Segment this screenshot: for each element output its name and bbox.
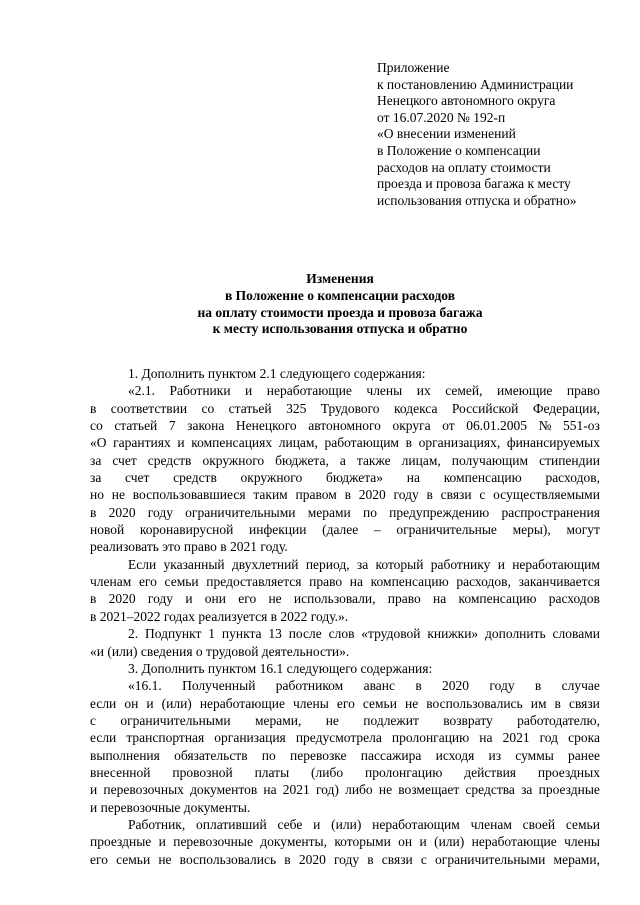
word: кодекса xyxy=(393,400,438,416)
word: осуществляемыми xyxy=(493,487,600,503)
body-line: в 2021–2022 годах реализуется в 2022 году.». xyxy=(90,608,349,624)
word: в xyxy=(367,851,374,867)
word: на xyxy=(479,730,493,746)
word: они xyxy=(204,591,226,607)
word: он xyxy=(124,695,139,711)
word: проездных xyxy=(537,764,600,780)
word: также xyxy=(356,452,391,468)
word: подлежит xyxy=(363,712,419,728)
body-line: 1. Дополнить пунктом 2.1 следующего содержания: xyxy=(128,366,426,381)
appendix-line: проезда и провоза багажа к месту xyxy=(377,176,571,192)
body-line xyxy=(90,729,600,746)
word: получающим xyxy=(451,452,529,468)
word: словами xyxy=(552,626,600,642)
word: его xyxy=(90,851,108,867)
word: пассажира xyxy=(360,747,422,763)
word: работодателю, xyxy=(517,712,600,728)
word: на xyxy=(406,470,420,486)
word: Российской xyxy=(451,400,519,416)
word: и xyxy=(245,383,253,399)
word: которыми xyxy=(334,834,391,850)
word: предупреждению xyxy=(389,504,490,520)
body-line xyxy=(90,816,600,833)
word: семьи xyxy=(116,851,151,867)
word: 2020 xyxy=(298,851,326,867)
word: стипендии xyxy=(539,452,600,468)
word: в xyxy=(90,591,97,607)
body-line xyxy=(90,452,600,469)
word: организациях, xyxy=(418,435,501,451)
word: его xyxy=(238,591,257,607)
appendix-line: Приложение xyxy=(377,60,450,75)
word: компенсацию xyxy=(370,574,449,590)
word: 2021 xyxy=(502,730,530,746)
word: обязательств xyxy=(174,747,248,763)
word: (или) xyxy=(434,834,465,850)
word: в xyxy=(90,504,97,520)
word: 7 xyxy=(168,418,176,434)
title-line: на оплату стоимости проезда и провоза багажа xyxy=(197,304,483,320)
word: расходов xyxy=(548,591,600,607)
word: «2.1. xyxy=(128,383,155,399)
body-line xyxy=(90,556,600,573)
word: семьи xyxy=(565,816,600,832)
word: в xyxy=(405,435,412,451)
word: члены xyxy=(366,383,403,399)
word: пролонгацию xyxy=(391,730,470,746)
word: бюджета, xyxy=(275,452,329,468)
body-line xyxy=(90,781,600,798)
word: ограничительными xyxy=(185,504,296,520)
word: либо xyxy=(345,782,373,798)
word: перевозке xyxy=(289,747,347,763)
word: компенсациях xyxy=(191,435,273,451)
body-line: и перевозочные документы. xyxy=(90,799,251,815)
word: не xyxy=(158,851,172,867)
appendix-header xyxy=(377,60,627,209)
word: возврату xyxy=(443,712,493,728)
word: проездные xyxy=(538,782,600,798)
word: книжки» xyxy=(427,626,479,642)
word: бюджета» xyxy=(325,470,384,486)
word: 2020 xyxy=(442,678,470,694)
body-line xyxy=(90,486,600,503)
word: № xyxy=(538,418,552,434)
word: имеющие xyxy=(496,383,553,399)
word: пункта xyxy=(221,626,262,642)
word: не xyxy=(378,782,393,798)
appendix-line: в Положение о компенсации xyxy=(377,142,541,158)
word: семей, xyxy=(445,383,483,399)
word: округа xyxy=(392,418,431,434)
word: год xyxy=(539,730,559,746)
body-line xyxy=(90,677,600,694)
word: транспортная xyxy=(126,730,205,746)
word: неработающим xyxy=(512,556,600,572)
word: (либо xyxy=(311,764,344,780)
word: мерами, xyxy=(254,712,302,728)
word: выполнения xyxy=(90,747,160,763)
word: и xyxy=(185,591,193,607)
word: работнику xyxy=(430,556,491,572)
word: в xyxy=(284,851,291,867)
word: счет xyxy=(125,470,150,486)
word: из xyxy=(488,747,502,763)
word: членам xyxy=(470,816,512,832)
word: неработающие xyxy=(471,834,557,850)
word: меры), xyxy=(512,522,551,538)
word: своей xyxy=(522,816,556,832)
word: пролонгацию xyxy=(365,764,443,780)
word: – xyxy=(373,522,381,538)
word: возмещает xyxy=(398,782,460,798)
word: в xyxy=(554,695,561,711)
word: провозной xyxy=(172,764,233,780)
word: 325 xyxy=(286,400,307,416)
word: использовали, xyxy=(293,591,376,607)
word: с xyxy=(90,712,96,728)
word: после xyxy=(288,626,322,642)
word: средства xyxy=(465,782,515,798)
body-line xyxy=(90,434,600,451)
word: и xyxy=(419,834,427,850)
appendix-line: «О внесении изменений xyxy=(377,126,516,142)
word: за xyxy=(90,452,102,468)
word: окружного xyxy=(202,452,265,468)
word: работающим xyxy=(324,435,399,451)
word: 2020 xyxy=(108,591,136,607)
word: ограничительными xyxy=(435,851,546,867)
word: соответствии xyxy=(110,400,188,416)
word: 2. xyxy=(128,626,139,642)
word: в xyxy=(344,487,351,503)
word: (или) xyxy=(331,816,362,832)
appendix-line: от 16.07.2020 № 192-п xyxy=(377,109,506,125)
body-line: реализовать это право в 2021 году. xyxy=(90,539,288,555)
word: 2020 xyxy=(358,487,386,503)
word: в xyxy=(415,678,422,694)
word: «О xyxy=(90,435,107,451)
word: предусмотрела xyxy=(295,730,382,746)
word: дополнить xyxy=(485,626,546,642)
word: их xyxy=(416,383,431,399)
word: со xyxy=(90,418,103,434)
word: оплативший xyxy=(196,816,267,832)
body-line xyxy=(90,747,600,764)
word: двухлетний xyxy=(231,556,299,572)
word: окружного xyxy=(240,470,303,486)
word: и xyxy=(146,695,154,711)
word: и xyxy=(313,816,321,832)
body-line xyxy=(90,625,600,642)
word: счет xyxy=(112,452,137,468)
word: новой xyxy=(90,522,125,538)
word: средств xyxy=(173,470,217,486)
word: если xyxy=(90,730,117,746)
word: воспользовались xyxy=(179,851,277,867)
word: перевозочных xyxy=(103,782,184,798)
word: право xyxy=(387,591,421,607)
word: лицам, xyxy=(278,435,318,451)
word: средств xyxy=(147,452,192,468)
word: члены xyxy=(293,695,329,711)
word: «трудовой xyxy=(361,626,421,642)
word: действия xyxy=(464,764,517,780)
word: его xyxy=(138,574,157,590)
word: автономного xyxy=(308,418,381,434)
word: семьи xyxy=(164,574,199,590)
word: 1 xyxy=(208,626,216,642)
word: статьей xyxy=(114,418,158,434)
body-line xyxy=(90,573,600,590)
word: исходя xyxy=(435,747,475,763)
word: период, xyxy=(305,556,350,572)
word: связи xyxy=(568,695,600,711)
word: мерами xyxy=(307,504,351,520)
body-line xyxy=(90,504,600,521)
word: Работники xyxy=(169,383,231,399)
word: срока xyxy=(568,730,600,746)
word: году xyxy=(147,591,174,607)
word: и xyxy=(90,782,98,798)
title-line: в Положение о компенсации расходов xyxy=(224,287,456,303)
body-line xyxy=(90,833,600,850)
word: Полученный xyxy=(182,678,256,694)
word: документов xyxy=(190,782,258,798)
word: неработающие xyxy=(199,695,285,711)
word: с xyxy=(479,487,486,503)
word: (далее xyxy=(322,522,359,538)
word: Если xyxy=(128,556,157,572)
word: году xyxy=(489,678,515,694)
word: от xyxy=(442,418,455,434)
word: организация xyxy=(214,730,286,746)
word: году xyxy=(333,851,360,867)
word: расходов, xyxy=(456,574,511,590)
word: со xyxy=(201,400,215,416)
word: 2020 xyxy=(108,504,136,520)
word: заканчивается xyxy=(518,574,600,590)
title-line: к месту использования отпуска и обратно xyxy=(212,321,468,337)
word: лицам, xyxy=(401,452,441,468)
word: 06.01.2005 xyxy=(466,418,528,434)
word: в xyxy=(90,400,97,416)
word: инфекции xyxy=(249,522,307,538)
word: и xyxy=(177,435,185,451)
word: члены xyxy=(564,834,600,850)
word: по xyxy=(261,747,276,763)
word: право xyxy=(566,383,600,399)
word: году xyxy=(147,504,173,520)
word: ограничительные xyxy=(396,522,497,538)
word: суммы xyxy=(515,747,554,763)
word: работником xyxy=(275,678,344,694)
word: коронавирусной xyxy=(139,522,234,538)
word: воспользовавшиеся xyxy=(132,487,246,503)
appendix-line: использования отпуска и обратно» xyxy=(377,192,577,208)
word: случае xyxy=(561,678,600,694)
title-line: Изменения xyxy=(306,271,374,286)
word: год) xyxy=(315,782,339,798)
word: на xyxy=(349,574,364,590)
body-line: «и (или) сведения о трудовой деятельности». xyxy=(90,643,350,659)
word: членам xyxy=(90,574,132,590)
word: платы xyxy=(254,764,290,780)
body-line xyxy=(90,695,600,712)
word: его xyxy=(336,695,355,711)
word: расходов, xyxy=(545,470,600,486)
word: финансируемых xyxy=(506,435,600,451)
word: ранее xyxy=(568,747,600,763)
word: в xyxy=(426,487,433,503)
word: аванс xyxy=(363,678,395,694)
word: мерами, xyxy=(553,851,600,867)
word: слов xyxy=(328,626,355,642)
document-body xyxy=(90,365,600,868)
word: внесенной xyxy=(90,764,151,780)
body-line xyxy=(90,469,600,486)
word: который xyxy=(375,556,424,572)
word: если xyxy=(90,695,117,711)
word: себе xyxy=(277,816,303,832)
body-line xyxy=(90,417,600,434)
word: им xyxy=(530,695,547,711)
word: закона xyxy=(187,418,225,434)
body-line xyxy=(90,851,600,868)
word: проездные xyxy=(90,834,152,850)
body-line xyxy=(90,712,600,729)
word: гарантиях xyxy=(113,435,171,451)
word: за xyxy=(90,470,102,486)
word: перевозочные xyxy=(173,834,253,850)
word: не xyxy=(404,695,419,711)
body-line xyxy=(90,382,600,399)
word: и xyxy=(158,834,166,850)
word: неработающим xyxy=(372,816,460,832)
word: не xyxy=(268,591,282,607)
document-title xyxy=(40,271,640,338)
word: но xyxy=(90,487,104,503)
word: не xyxy=(111,487,125,503)
word: на xyxy=(432,591,447,607)
word: Трудового xyxy=(320,400,380,416)
appendix-line: расходов на оплату стоимости xyxy=(377,159,551,175)
word: Ненецкого xyxy=(235,418,297,434)
body-line: 3. Дополнить пунктом 16.1 следующего содержания: xyxy=(128,660,433,676)
word: распространения xyxy=(501,504,600,520)
word: за xyxy=(356,556,369,572)
body-line xyxy=(90,590,600,607)
word: воспользовались xyxy=(426,695,523,711)
word: в xyxy=(534,678,542,694)
word: «16.1. xyxy=(128,678,162,694)
word: право xyxy=(309,574,343,590)
word: Подпункт xyxy=(144,626,202,642)
word: предоставляется xyxy=(206,574,302,590)
word: неработающие xyxy=(266,383,352,399)
word: 551-оз xyxy=(563,418,600,434)
word: компенсацию xyxy=(458,591,537,607)
appendix-line: к постановлению Администрации xyxy=(377,76,574,92)
word: связи xyxy=(381,851,413,867)
word: ограничительными xyxy=(120,712,231,728)
word: и xyxy=(497,556,505,572)
word: компенсацию xyxy=(443,470,522,486)
word: году xyxy=(393,487,419,503)
word: семьи xyxy=(362,695,397,711)
word: по xyxy=(362,504,377,520)
word: на xyxy=(263,782,277,798)
word: а xyxy=(339,452,346,468)
word: не xyxy=(325,712,339,728)
word: он xyxy=(398,834,413,850)
word: могут xyxy=(566,522,600,538)
word: таким xyxy=(253,487,288,503)
appendix-line: Ненецкого автономного округа xyxy=(377,93,556,109)
word: связи xyxy=(440,487,472,503)
word: за xyxy=(521,782,533,798)
body-line xyxy=(90,400,600,417)
word: (или) xyxy=(161,695,192,711)
word: статьей xyxy=(228,400,272,416)
body-line xyxy=(90,521,600,538)
word: документы, xyxy=(260,834,327,850)
word: 13 xyxy=(268,626,282,642)
word: правом xyxy=(295,487,337,503)
body-line xyxy=(90,764,600,781)
word: Работник, xyxy=(128,816,186,832)
word: 2021 xyxy=(282,782,310,798)
word: указанный xyxy=(163,556,225,572)
word: Федерации, xyxy=(532,400,600,416)
word: с xyxy=(420,851,427,867)
